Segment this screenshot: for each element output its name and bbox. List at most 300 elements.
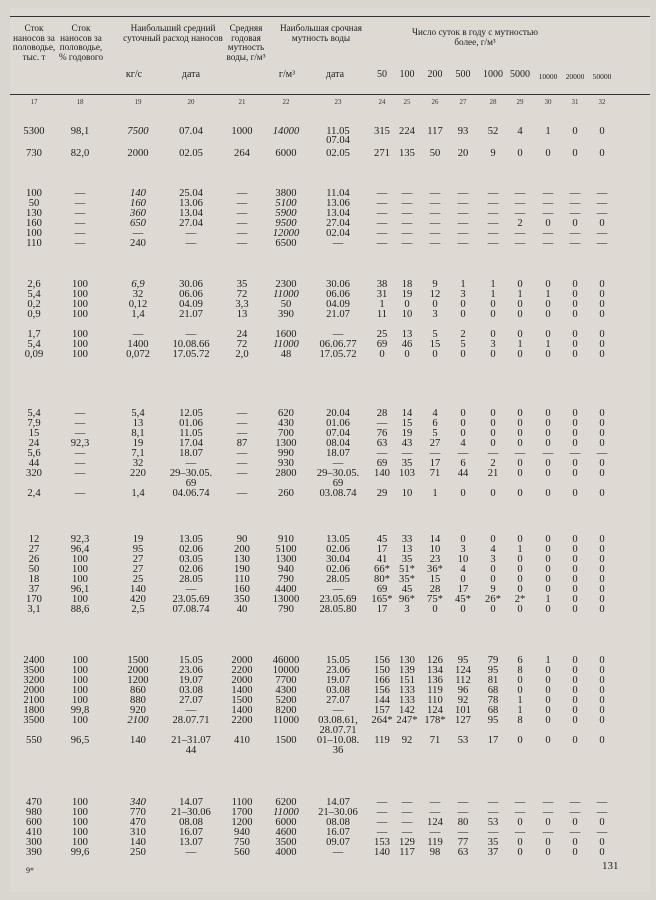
table-cell: — (401, 807, 413, 818)
table-row (10, 149, 650, 159)
table-cell: 0 (460, 408, 466, 419)
table-cell: 28.07.71 (172, 715, 210, 726)
table-cell: 0 (599, 408, 605, 419)
table-cell: 0 (572, 817, 578, 828)
table-cell: 150 (374, 665, 390, 676)
table-cell: 103 (399, 468, 415, 479)
table-cell: 66* (374, 564, 390, 575)
table-cell: 420 (130, 594, 146, 605)
table-cell: 81 (487, 675, 499, 686)
table-cell: 20.04 (326, 408, 350, 419)
table-cell: 0 (599, 847, 605, 858)
table-cell: — (376, 198, 388, 209)
table-cell: 0 (517, 309, 523, 320)
table-cell: 0 (545, 735, 551, 746)
table-cell: 68 (487, 705, 499, 716)
table-cell: 224 (399, 126, 415, 137)
table-cell: 13.07 (179, 837, 203, 848)
table-cell: 17 (429, 458, 441, 469)
table-cell: 1 (517, 339, 523, 350)
table-cell: 6 (432, 418, 438, 429)
table-cell: 0 (517, 735, 523, 746)
table-cell: 11 (376, 309, 388, 320)
table-cell: 50 (429, 148, 441, 159)
table-cell: 0 (517, 458, 523, 469)
table-cell: 06.06.77 (319, 339, 357, 350)
table-cell: 35 (401, 458, 413, 469)
table-cell: — (74, 458, 86, 469)
table-cell: 3800 (275, 188, 297, 199)
table-cell: 0 (517, 837, 523, 848)
table-cell: 12 (28, 534, 40, 545)
table-cell: 980 (26, 807, 42, 818)
table-cell: 09.07 (326, 837, 350, 848)
table-cell: — (236, 408, 248, 419)
table-cell: 119 (427, 685, 443, 696)
table-cell: 271 (374, 148, 390, 159)
table-cell: 0 (545, 418, 551, 429)
table-cell: 470 (26, 797, 42, 808)
table-cell: 68 (487, 685, 499, 696)
table-cell: 1100 (231, 797, 253, 808)
table-cell: 2,4 (27, 488, 41, 499)
threshold-label: 500 (455, 69, 471, 80)
table-cell: 240 (130, 238, 146, 249)
table-cell: 1000 (231, 126, 253, 137)
table-cell: 1 (517, 695, 523, 706)
table-cell: 140 (374, 847, 390, 858)
table-cell: 0 (545, 604, 551, 615)
table-cell: 0 (517, 408, 523, 419)
subheader-col19: кг/с (125, 69, 143, 80)
table-cell: 5 (460, 339, 466, 350)
table-cell: 1300 (275, 438, 297, 449)
table-cell: 166 (374, 675, 390, 686)
table-cell: 2100 (127, 715, 149, 726)
table-cell: 0 (545, 408, 551, 419)
table-cell: 100 (72, 594, 88, 605)
table-cell: 110 (427, 695, 443, 706)
table-cell: 100 (72, 675, 88, 686)
table-cell: 0 (572, 564, 578, 575)
table-cell: 21 (487, 468, 499, 479)
table-cell: 27.04 (326, 218, 350, 229)
table-cell: 52 (487, 126, 499, 137)
table-cell: 0 (460, 574, 466, 585)
table-cell: 7,9 (27, 418, 41, 429)
table-cell: 03.08.74 (319, 488, 357, 499)
table-cell: — (376, 228, 388, 239)
table-cell: — (542, 797, 554, 808)
table-cell: 100 (72, 339, 88, 350)
table-cell: 0 (545, 438, 551, 449)
table-cell: 10 (429, 544, 441, 555)
table-cell: 45* (455, 594, 471, 605)
table-cell: 03.08.61, (318, 715, 358, 726)
table-cell: 0 (599, 299, 605, 310)
table-cell: 8 (517, 665, 523, 676)
table-row (10, 310, 650, 320)
table-cell: 2* (514, 594, 526, 605)
table-cell: 0,09 (24, 349, 44, 360)
table-cell: 4000 (275, 847, 297, 858)
table-cell: 15 (429, 574, 441, 585)
table-cell: — (429, 807, 441, 818)
table-cell: — (376, 827, 388, 838)
table-cell: 69 (376, 458, 388, 469)
table-cell: 0 (545, 309, 551, 320)
table-cell: 21.07 (179, 309, 203, 320)
table-cell: 0 (517, 574, 523, 585)
table-cell: 19 (401, 289, 413, 300)
table-cell: 1 (545, 655, 551, 666)
table-cell: 2,5 (131, 604, 145, 615)
table-cell: 860 (130, 685, 146, 696)
table-cell: 340 (130, 797, 146, 808)
table-cell: 0 (572, 675, 578, 686)
table-cell: 44 (457, 468, 469, 479)
table-cell: 0 (490, 438, 496, 449)
table-cell: — (401, 827, 413, 838)
table-cell: 264 (234, 148, 250, 159)
table-cell: — (487, 208, 499, 219)
table-cell: 0 (599, 339, 605, 350)
table-cell: 0 (599, 349, 605, 360)
table-cell: 320 (26, 468, 42, 479)
table-cell: 95 (487, 715, 499, 726)
table-cell: 3 (460, 544, 466, 555)
table-cell: 0 (572, 685, 578, 696)
table-cell: 0 (599, 574, 605, 585)
table-cell: 0 (545, 428, 551, 439)
table-cell: 1,7 (27, 329, 41, 340)
table-cell: 3 (490, 554, 496, 565)
table-cell: — (487, 188, 499, 199)
table-cell: — (332, 705, 344, 716)
table-cell: 750 (234, 837, 250, 848)
table-cell: 0 (572, 488, 578, 499)
table-cell: — (487, 228, 499, 239)
table-cell: — (401, 188, 413, 199)
table-cell: 560 (234, 847, 250, 858)
table-cell: 170 (26, 594, 42, 605)
table-cell: 0 (490, 574, 496, 585)
table-cell: 19.07 (326, 675, 350, 686)
table-cell: — (569, 238, 581, 249)
table-cell: — (542, 238, 554, 249)
table-cell: 4 (517, 126, 523, 137)
table-cell: — (542, 228, 554, 239)
table-cell: 03.05 (179, 554, 203, 565)
table-cell: 23.06 (326, 665, 350, 676)
table-cell: — (401, 208, 413, 219)
table-cell: 07.04 (326, 135, 350, 146)
table-cell: 1 (545, 339, 551, 350)
table-cell: — (132, 329, 144, 340)
table-cell: — (429, 238, 441, 249)
table-cell: — (74, 488, 86, 499)
table-cell: 100 (72, 329, 88, 340)
table-cell: — (542, 827, 554, 838)
table-cell: 940 (278, 564, 294, 575)
table-cell: — (514, 188, 526, 199)
table-cell: 14000 (272, 126, 300, 137)
table-cell: 0 (545, 584, 551, 595)
header-col24-32: Число суток в году с мутностью более, г/м³ (412, 27, 538, 47)
table-cell: 12.05 (179, 408, 203, 419)
table-cell: 0 (572, 544, 578, 555)
table-cell: — (596, 188, 608, 199)
table-cell: 3500 (23, 715, 45, 726)
table-cell: 100 (72, 299, 88, 310)
table-cell: 13 (401, 329, 413, 340)
table-cell: — (457, 198, 469, 209)
table-cell: 96,4 (70, 544, 90, 555)
table-cell: 78 (487, 695, 499, 706)
table-cell: 50 (280, 299, 292, 310)
table-cell: 0 (599, 418, 605, 429)
table-cell: 990 (278, 448, 294, 459)
table-cell: 550 (26, 735, 42, 746)
table-cell: 0 (545, 817, 551, 828)
table-cell: 21.07 (326, 309, 350, 320)
table-cell: 69 (376, 339, 388, 350)
table-cell: 0 (572, 218, 578, 229)
table-cell: — (236, 428, 248, 439)
table-cell: 14 (429, 534, 441, 545)
table-cell: 7,1 (131, 448, 145, 459)
header-bottom-rule (10, 94, 650, 95)
table-cell: 17 (457, 584, 469, 595)
table-cell: — (487, 797, 499, 808)
table-cell: — (596, 807, 608, 818)
table-cell: — (569, 228, 581, 239)
table-cell: 2100 (23, 695, 45, 706)
table-cell: 92 (457, 695, 469, 706)
table-cell: 0 (545, 544, 551, 555)
table-cell: — (376, 448, 388, 459)
table-cell: 910 (278, 534, 294, 545)
table-cell: 28.07.71 (319, 725, 357, 736)
table-row (10, 239, 650, 249)
table-cell: — (596, 198, 608, 209)
table-cell: 190 (234, 564, 250, 575)
table-cell: 82,0 (70, 148, 90, 159)
table-cell: 27.07 (326, 695, 350, 706)
table-cell: 96,5 (70, 735, 90, 746)
table-cell: 1 (517, 289, 523, 300)
table-cell: 0 (517, 279, 523, 290)
table-cell: 1 (490, 289, 496, 300)
table-cell: 2 (460, 329, 466, 340)
table-cell: — (487, 448, 499, 459)
table-cell: 13.06 (326, 198, 350, 209)
header-col17: Сток наносов за половодье, тыс. т (12, 23, 56, 62)
table-cell: 96,1 (70, 584, 90, 595)
subheader-col22: г/м³ (278, 69, 296, 80)
table-cell: — (236, 468, 248, 479)
table-cell: 0 (545, 349, 551, 360)
table-cell: 0,072 (126, 349, 150, 360)
table-cell: 9 (490, 584, 496, 595)
table-cell: 3200 (23, 675, 45, 686)
table-cell: 0 (545, 665, 551, 676)
table-cell: 13.05 (179, 534, 203, 545)
table-cell: 130 (399, 655, 415, 666)
table-cell: — (569, 448, 581, 459)
table-cell: 23 (429, 554, 441, 565)
table-cell: 02.06 (326, 544, 350, 555)
table-cell: 650 (130, 218, 146, 229)
table-cell: 310 (130, 827, 146, 838)
table-cell: 0 (599, 564, 605, 575)
table-cell: 4600 (275, 827, 297, 838)
table-cell: — (487, 827, 499, 838)
table-cell: 0 (517, 685, 523, 696)
table-cell: — (457, 218, 469, 229)
table-cell: 1400 (231, 685, 253, 696)
table-cell: 11.04 (326, 188, 350, 199)
table-cell: — (74, 428, 86, 439)
table-cell: 140 (130, 188, 146, 199)
table-cell: 0 (572, 665, 578, 676)
table-cell: 0 (545, 488, 551, 499)
table-cell: 0 (490, 418, 496, 429)
table-cell: 0 (599, 126, 605, 137)
table-cell: 9500 (275, 218, 297, 229)
table-cell: 63 (457, 847, 469, 858)
table-cell: 50 (28, 564, 40, 575)
table-cell: 0 (460, 428, 466, 439)
table-cell: 13.04 (326, 208, 350, 219)
table-cell: 136 (427, 675, 443, 686)
table-cell: — (429, 198, 441, 209)
table-cell: 0 (517, 604, 523, 615)
table-cell: — (185, 458, 197, 469)
table-cell: — (542, 198, 554, 209)
table-cell: — (376, 817, 388, 828)
table-cell: 37 (487, 847, 499, 858)
table-cell: — (457, 448, 469, 459)
table-cell: — (236, 448, 248, 459)
threshold-label: 1000 (483, 69, 503, 80)
table-cell: 13 (401, 544, 413, 555)
table-cell: 0 (545, 847, 551, 858)
table-cell: 100 (72, 279, 88, 290)
table-cell: 0 (572, 438, 578, 449)
table-cell: 11000 (272, 715, 300, 726)
threshold-label: 5000 (510, 69, 530, 80)
table-cell: 72 (236, 339, 248, 350)
table-cell: 350 (234, 594, 250, 605)
table-cell: 6,9 (131, 279, 145, 290)
table-cell: 0 (599, 488, 605, 499)
table-cell: 11000 (273, 339, 299, 350)
table-cell: 0 (517, 329, 523, 340)
table-cell: 28.05.80 (319, 604, 357, 615)
table-cell: 0 (599, 554, 605, 565)
table-cell: 17.04 (179, 438, 203, 449)
table-cell: 0 (572, 534, 578, 545)
table-cell: 15.05 (179, 655, 203, 666)
table-cell: — (401, 797, 413, 808)
table-cell: 157 (374, 705, 390, 716)
table-cell: 2000 (127, 665, 149, 676)
table-cell: 5100 (275, 198, 297, 209)
table-cell: — (514, 448, 526, 459)
table-cell: 2,0 (235, 349, 249, 360)
table-cell: — (596, 827, 608, 838)
table-cell: 3,1 (27, 604, 41, 615)
table-cell: 247* (396, 715, 418, 726)
table-cell: — (429, 448, 441, 459)
table-cell: 69 (376, 584, 388, 595)
table-row (10, 746, 650, 756)
table-cell: 260 (278, 488, 294, 499)
table-cell: — (457, 238, 469, 249)
table-cell: 35 (236, 279, 248, 290)
table-cell: 470 (130, 817, 146, 828)
table-cell: 06.06 (326, 289, 350, 300)
threshold-label: 100 (399, 69, 415, 80)
table-cell: 0 (432, 349, 438, 360)
table-cell: — (487, 238, 499, 249)
table-cell: 25 (376, 329, 388, 340)
table-cell: — (74, 208, 86, 219)
table-cell: 0 (545, 675, 551, 686)
table-cell: 1 (490, 279, 496, 290)
table-cell: 4 (460, 438, 466, 449)
table-cell: 620 (278, 408, 294, 419)
table-cell: 24 (236, 329, 248, 340)
table-cell: 4300 (275, 685, 297, 696)
table-cell: 156 (374, 655, 390, 666)
table-cell: 30.04 (326, 554, 350, 565)
table-cell: 02.06 (326, 564, 350, 575)
table-cell: 13 (132, 418, 144, 429)
table-cell: 100 (72, 817, 88, 828)
table-cell: 315 (374, 126, 390, 137)
table-cell: 100 (72, 655, 88, 666)
table-cell: 2400 (23, 655, 45, 666)
table-cell: 0 (572, 299, 578, 310)
table-cell: 4 (490, 544, 496, 555)
column-number: 30 (544, 98, 552, 106)
table-cell: — (236, 188, 248, 199)
table-cell: 29 (376, 488, 388, 499)
table-cell: 134 (427, 665, 443, 676)
table-cell: 920 (130, 705, 146, 716)
table-row (10, 696, 650, 706)
column-number: 25 (403, 98, 411, 106)
table-cell: — (487, 807, 499, 818)
table-cell: 0 (572, 574, 578, 585)
table-cell: 44 (185, 745, 197, 756)
table-cell: 04.09 (326, 299, 350, 310)
table-cell: 02.05 (179, 148, 203, 159)
table-cell: 0 (599, 468, 605, 479)
table-cell: 46 (401, 339, 413, 350)
header-col19-20: Наибольший средний суточный расход наносов (123, 23, 223, 43)
table-cell: 14.07 (179, 797, 203, 808)
table-cell: 95 (457, 655, 469, 666)
table-cell: 600 (26, 817, 42, 828)
table-cell: 5 (432, 329, 438, 340)
table-cell: — (376, 218, 388, 229)
table-cell: 16.07 (326, 827, 350, 838)
table-cell: 0 (599, 655, 605, 666)
table-cell: 410 (26, 827, 42, 838)
